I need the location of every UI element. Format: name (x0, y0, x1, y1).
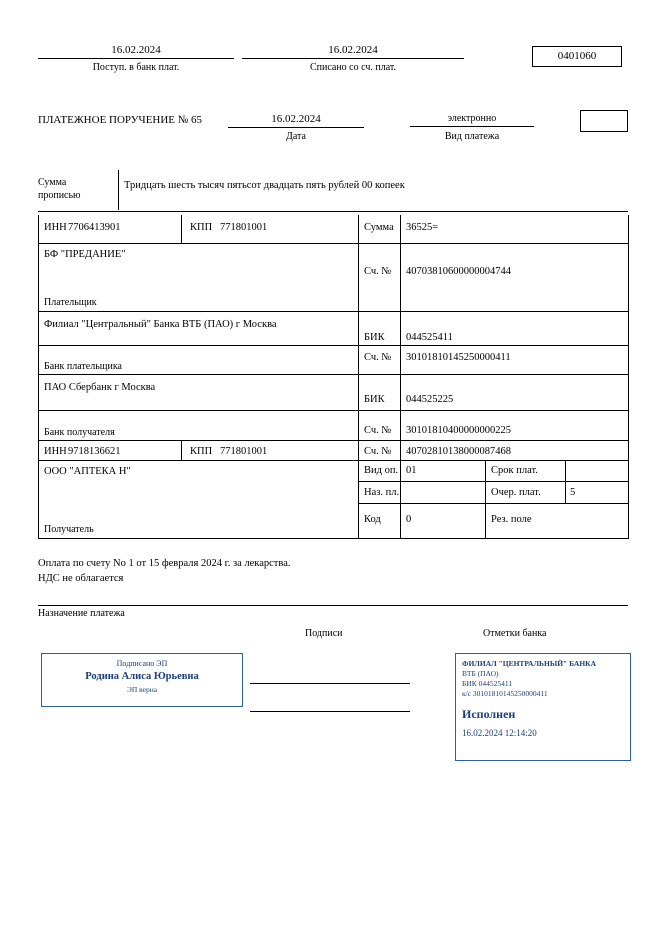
amount-words-label (38, 176, 114, 202)
grid-line-h5 (38, 410, 628, 411)
amount-words-underline (38, 211, 628, 212)
document-date-value: 16.02.2024 (228, 113, 364, 128)
grid-line-v-inn-kpp2 (181, 440, 182, 461)
payee-inn-value: 9718136621 (68, 446, 121, 457)
grid-line-v-left (38, 215, 39, 539)
signature-line-1 (250, 683, 410, 684)
payee-name: ООО "АПТЕКА Н" (44, 466, 131, 477)
document-date-label: Дата (286, 131, 306, 142)
term-label: Срок плат. (491, 465, 538, 476)
payer-inn-value: 7706413901 (68, 222, 121, 233)
ep-stamp-line1: Подписано ЭП (116, 659, 168, 668)
reserve-label: Рез. поле (491, 514, 532, 525)
grid-line-v-right-sub (485, 460, 486, 538)
payer-kpp-label: КПП (190, 222, 213, 233)
grid-line-h2 (38, 311, 628, 312)
bank-marks-label: Отметки банка (483, 628, 547, 639)
received-date-label: Поступ. в банк плат. (92, 62, 180, 73)
signature-line-2 (250, 711, 410, 712)
payment-kind-value: электронно (410, 113, 534, 127)
payee-account-value: 40702810138000087468 (406, 446, 511, 457)
op-kind-value: 01 (406, 465, 417, 476)
payer-name: БФ "ПРЕДАНИЕ" (44, 249, 126, 260)
bank-stamp-timestamp: 16.02.2024 12:14:20 (462, 728, 537, 738)
payee-caption: Получатель (44, 524, 94, 535)
grid-line-h1 (38, 243, 628, 244)
payee-bank-bik-label: БИК (364, 394, 385, 405)
payee-kpp-value: 771801001 (220, 446, 268, 457)
payee-bank-account-label: Сч. № (364, 425, 392, 436)
payer-account-label: Сч. № (364, 266, 392, 277)
bank-stamp-line1: ФИЛИАЛ "ЦЕНТРАЛЬНЫЙ" БАНКА (462, 659, 597, 668)
bank-stamp-bik: БИК 044525411 (462, 679, 513, 688)
ep-stamp-signer-name: Родина Алиса Юрьевна (85, 671, 199, 682)
purpose-caption: Назначение платежа (38, 608, 125, 619)
grid-line-v-right (628, 215, 629, 539)
grid-line-h10 (38, 538, 628, 539)
payee-kpp-label: КПП (190, 446, 213, 457)
sum-label: Сумма (364, 222, 394, 233)
payer-bank-caption: Банк плательщика (44, 361, 122, 372)
grid-line-h9 (358, 503, 628, 504)
payee-account-label: Сч. № (364, 446, 392, 457)
amount-words-label-line2: прописью (38, 190, 81, 201)
op-kind-label: Вид оп. (364, 465, 399, 476)
payee-bank-name: ПАО Сбербанк г Москва (44, 382, 156, 393)
purpose-underline (38, 605, 628, 606)
payer-bank-name: Филиал "Центральный" Банка ВТБ (ПАО) г Москва (44, 319, 277, 330)
empty-top-box (580, 110, 628, 132)
payer-bank-bik-value: 044525411 (406, 332, 453, 343)
payer-inn-label: ИНН (44, 222, 67, 233)
bank-execution-stamp (455, 653, 631, 761)
form-code-box: 0401060 (532, 46, 622, 67)
grid-line-v-inn-kpp (181, 215, 182, 243)
payer-bank-account-value: 30101810145250000411 (406, 352, 511, 363)
bank-stamp-line2: ВТБ (ПАО) (462, 669, 499, 678)
grid-line-h4 (38, 374, 628, 375)
amount-words-value: Тридцать шесть тысяч пятьсот двадцать пять рублей 00 копеек (124, 180, 405, 191)
written-off-date-label: Списано со сч. плат. (309, 62, 397, 73)
written-off-date-value: 16.02.2024 (242, 44, 464, 59)
payer-bank-account-label: Сч. № (364, 352, 392, 363)
grid-line-h8 (358, 481, 628, 482)
purpose-line-2: НДС не облагается (38, 573, 124, 584)
grid-line-h3 (38, 345, 628, 346)
code-value: 0 (406, 514, 412, 525)
bank-stamp-corr-account: к/с 30101810145250000411 (462, 689, 548, 698)
grid-line-v-mid (358, 215, 359, 539)
payee-bank-account-value: 30101810400000000225 (406, 425, 511, 436)
payer-account-value: 40703810600000004744 (406, 266, 511, 277)
amount-words-label-line1: Сумма (38, 177, 67, 188)
code-label: Код (364, 514, 381, 525)
ep-stamp-line3: ЭП верна (126, 685, 158, 694)
payee-inn-label: ИНН (44, 446, 67, 457)
signatures-label: Подписи (305, 628, 343, 639)
queue-value: 5 (570, 487, 576, 498)
grid-line-v-right-sub2 (565, 460, 566, 503)
payer-caption: Плательщик (44, 297, 97, 308)
electronic-signature-stamp (41, 653, 243, 707)
grid-line-h7 (38, 460, 628, 461)
amount-words-separator (118, 170, 119, 210)
payer-kpp-value: 771801001 (220, 222, 268, 233)
payee-bank-bik-value: 044525225 (406, 394, 454, 405)
grid-line-h6 (38, 440, 628, 441)
purpose-code-label: Наз. пл. (364, 487, 400, 498)
payment-kind-label: Вид платежа (444, 131, 500, 142)
sum-value: 36525= (406, 222, 439, 233)
payer-bank-bik-label: БИК (364, 332, 385, 343)
purpose-line-1: Оплата по счету No 1 от 15 февраля 2024 г. за лекарства. (38, 558, 291, 569)
bank-stamp-status: Исполнен (462, 707, 516, 721)
queue-label: Очер. плат. (491, 487, 541, 498)
document-title: ПЛАТЕЖНОЕ ПОРУЧЕНИЕ № 65 (38, 114, 203, 126)
payee-bank-caption: Банк получателя (44, 427, 115, 438)
grid-line-v-mid2 (400, 215, 401, 539)
received-date-value: 16.02.2024 (38, 44, 234, 59)
